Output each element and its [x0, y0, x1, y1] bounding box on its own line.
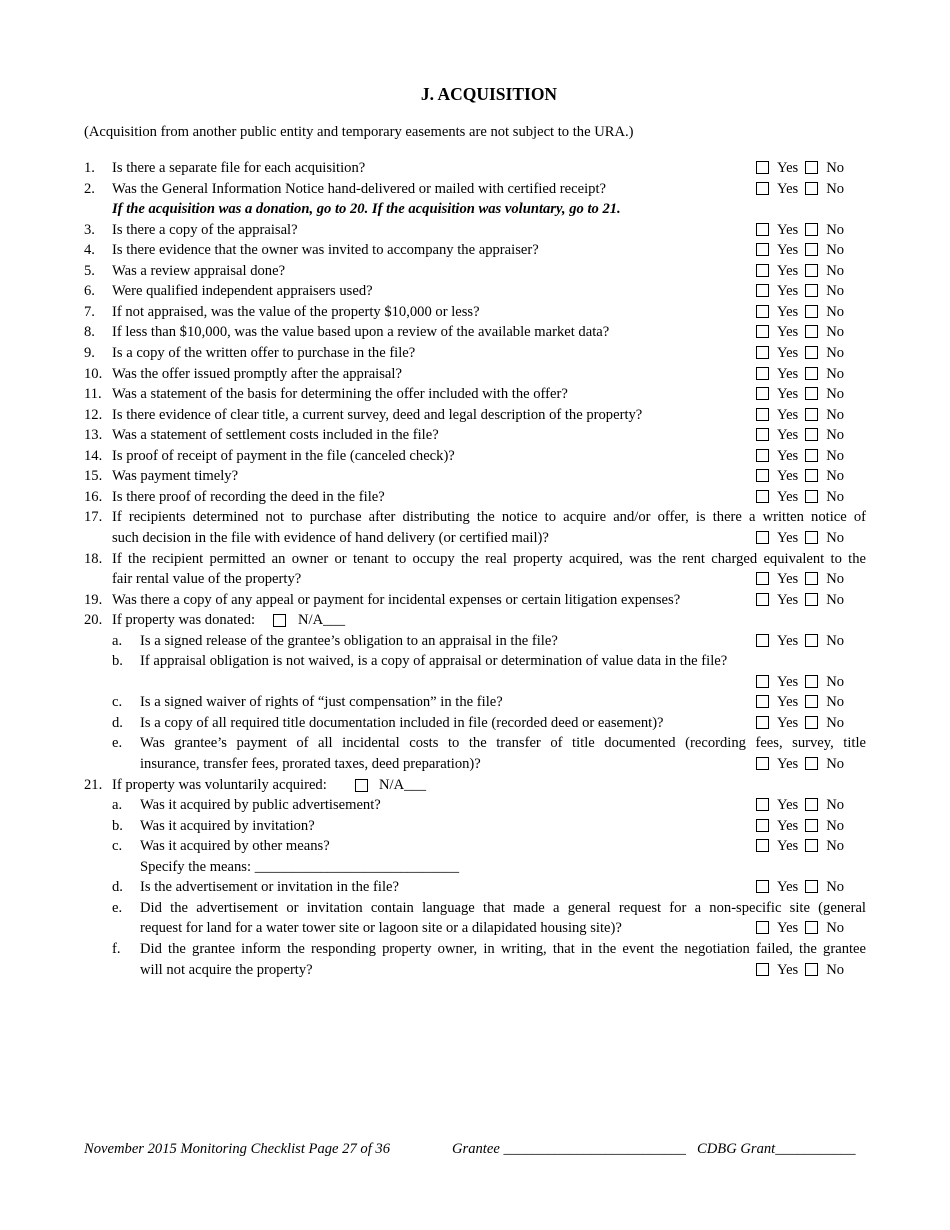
question-q4 — [0, 240, 950, 260]
yes-no-group — [756, 384, 844, 404]
yes-no-group — [756, 713, 844, 733]
yes-label: Yes — [777, 694, 799, 711]
question-text: Is there a separate file for each acquisition? — [112, 160, 366, 176]
question-number: 21. — [84, 776, 103, 793]
intro-note: (Acquisition from another public entity and temporary easements are not subject to the URA.) — [84, 124, 634, 140]
yes-checkbox-q5[interactable] — [756, 264, 769, 277]
yes-no-group — [756, 220, 844, 240]
no-label: No — [826, 838, 845, 855]
subquestion-q20e-cont — [0, 754, 950, 774]
instruction-line — [0, 199, 950, 219]
question-q8 — [0, 322, 950, 342]
no-checkbox-q20e[interactable] — [805, 757, 818, 770]
yes-checkbox-q18[interactable] — [756, 572, 769, 585]
yes-checkbox-q20c[interactable] — [756, 695, 769, 708]
question-q7 — [0, 302, 950, 322]
question-text: Is a copy of the written offer to purchase in the file? — [112, 345, 416, 361]
no-checkbox-q20d[interactable] — [805, 716, 818, 729]
subquestion-text: Was grantee’s payment of all incidental costs to the transfer of title documented (recording fees, survey, title — [140, 735, 866, 752]
na-label: N/A___ — [379, 776, 427, 793]
yes-no-group — [756, 446, 844, 466]
na-checkbox-q20[interactable] — [273, 614, 286, 627]
yes-label: Yes — [777, 180, 799, 197]
question-q19 — [0, 590, 950, 610]
yes-label: Yes — [777, 797, 799, 814]
no-label: No — [826, 591, 845, 608]
yes-label: Yes — [777, 468, 799, 485]
no-checkbox-q8[interactable] — [805, 325, 818, 338]
yes-checkbox-q21a[interactable] — [756, 798, 769, 811]
footer-grantee-field: Grantee _________________________ — [452, 1141, 686, 1157]
yes-no-group — [756, 487, 844, 507]
subquestion-q20d — [0, 713, 950, 733]
question-text: Was the offer issued promptly after the appraisal? — [112, 365, 402, 382]
no-label: No — [826, 694, 845, 711]
yes-checkbox-q20e[interactable] — [756, 757, 769, 770]
subquestion-q20b — [0, 651, 950, 671]
no-checkbox-q7[interactable] — [805, 305, 818, 318]
subquestion-q21c — [0, 836, 950, 856]
no-checkbox-q16[interactable] — [805, 490, 818, 503]
question-q5 — [0, 261, 950, 281]
question-q18 — [0, 549, 950, 569]
subquestion-text: Did the advertisement or invitation contain language that made a general request for a non-specific site (general — [140, 899, 866, 916]
question-number: 11. — [84, 386, 102, 403]
na-label: N/A___ — [298, 612, 346, 629]
question-text: If property was donated: — [112, 612, 256, 629]
yes-checkbox-q2[interactable] — [756, 182, 769, 195]
question-q14 — [0, 446, 950, 466]
question-q12 — [0, 405, 950, 425]
yes-no-group — [756, 158, 844, 178]
yes-no-group — [756, 754, 844, 774]
question-number: 4. — [84, 242, 95, 259]
yes-checkbox-q16[interactable] — [756, 490, 769, 503]
yes-label: Yes — [777, 365, 799, 382]
subquestion-letter: e. — [112, 899, 123, 916]
no-checkbox-q2[interactable] — [805, 182, 818, 195]
question-q9 — [0, 343, 950, 363]
no-label: No — [826, 242, 845, 259]
question-number: 20. — [84, 612, 103, 629]
subquestion-text: will not acquire the property? — [140, 961, 313, 978]
subquestion-text: Was it acquired by other means? — [140, 838, 330, 855]
yes-checkbox-q3[interactable] — [756, 223, 769, 236]
question-q17-cont — [0, 528, 950, 548]
subquestion-q21d — [0, 877, 950, 897]
question-text: such decision in the file with evidence of hand delivery (or certified mail)? — [112, 529, 549, 546]
yes-no-group — [756, 590, 844, 610]
yes-checkbox-q20b[interactable] — [756, 675, 769, 688]
yes-label: Yes — [777, 221, 799, 238]
no-label: No — [826, 632, 845, 649]
no-checkbox-q19[interactable] — [805, 593, 818, 606]
yes-checkbox-q20a[interactable] — [756, 634, 769, 647]
no-label: No — [826, 262, 845, 279]
yes-checkbox-q21f[interactable] — [756, 963, 769, 976]
yes-label: Yes — [777, 673, 799, 690]
yes-no-group — [756, 877, 844, 897]
subquestion-text: Did the grantee inform the responding property owner, in writing, that in the event the negotiation failed, the grantee — [140, 940, 866, 957]
subquestion-letter: c. — [112, 838, 123, 855]
specify-means-field: Specify the means: ____________________________ — [140, 858, 460, 875]
yes-label: Yes — [777, 961, 799, 978]
question-number: 1. — [84, 160, 95, 176]
yes-checkbox-q9[interactable] — [756, 346, 769, 359]
yes-checkbox-q21d[interactable] — [756, 880, 769, 893]
question-text: If recipients determined not to purchase after distributing the notice to acquire and/or offer, is there a written notice of — [112, 509, 866, 526]
yes-no-group — [756, 836, 844, 856]
no-checkbox-q21c[interactable] — [805, 839, 818, 852]
subquestion-q20c — [0, 692, 950, 712]
question-number: 2. — [84, 180, 95, 197]
yes-label: Yes — [777, 529, 799, 546]
no-label: No — [826, 427, 845, 444]
question-text: If property was voluntarily acquired: — [112, 776, 327, 793]
question-number: 19. — [84, 591, 103, 608]
question-number: 17. — [84, 509, 103, 526]
subquestion-letter: a. — [112, 797, 123, 814]
subquestion-q20b-answer — [0, 672, 950, 692]
question-number: 16. — [84, 488, 103, 505]
no-checkbox-q9[interactable] — [805, 346, 818, 359]
no-label: No — [826, 283, 845, 300]
yes-label: Yes — [777, 571, 799, 587]
question-number: 5. — [84, 262, 95, 279]
no-label: No — [826, 920, 845, 937]
no-checkbox-q12[interactable] — [805, 408, 818, 421]
no-checkbox-q3[interactable] — [805, 223, 818, 236]
no-label: No — [826, 180, 845, 197]
question-number: 8. — [84, 324, 95, 341]
yes-no-group — [756, 528, 844, 548]
no-checkbox-q5[interactable] — [805, 264, 818, 277]
yes-checkbox-q1[interactable] — [756, 161, 769, 174]
yes-label: Yes — [777, 632, 799, 649]
subquestion-text: Is a signed waiver of rights of “just compensation” in the file? — [140, 694, 503, 711]
no-label: No — [826, 571, 845, 587]
yes-no-group — [756, 569, 844, 589]
question-text: Is there evidence that the owner was invited to accompany the appraiser? — [112, 242, 539, 259]
yes-no-group — [756, 795, 844, 815]
yes-label: Yes — [777, 406, 799, 423]
subquestion-letter: a. — [112, 632, 123, 649]
yes-checkbox-q12[interactable] — [756, 408, 769, 421]
no-checkbox-q14[interactable] — [805, 449, 818, 462]
yes-checkbox-q21e[interactable] — [756, 921, 769, 934]
subquestion-text: Is the advertisement or invitation in the file? — [140, 879, 399, 896]
subquestion-text: request for land for a water tower site or lagoon site or a dilapidated housing site)? — [140, 920, 622, 937]
question-text: If less than $10,000, was the value based upon a review of the available market data? — [112, 324, 610, 341]
yes-label: Yes — [777, 920, 799, 937]
yes-label: Yes — [777, 386, 799, 403]
question-q11 — [0, 384, 950, 404]
no-label: No — [826, 406, 845, 423]
yes-checkbox-q11[interactable] — [756, 387, 769, 400]
no-checkbox-q21a[interactable] — [805, 798, 818, 811]
question-number: 6. — [84, 283, 95, 300]
yes-no-group — [756, 405, 844, 425]
question-number: 13. — [84, 427, 103, 444]
yes-no-group — [756, 302, 844, 322]
yes-label: Yes — [777, 488, 799, 505]
no-label: No — [826, 879, 845, 896]
no-label: No — [826, 529, 845, 546]
question-number: 15. — [84, 468, 103, 485]
question-text: Was the General Information Notice hand-delivered or mailed with certified receipt? — [112, 180, 606, 197]
question-q18-cont — [0, 569, 950, 589]
subquestion-letter: e. — [112, 735, 123, 752]
no-label: No — [826, 447, 845, 464]
yes-label: Yes — [777, 242, 799, 259]
yes-checkbox-q13[interactable] — [756, 428, 769, 441]
no-checkbox-q10[interactable] — [805, 367, 818, 380]
na-checkbox-q21[interactable] — [355, 779, 368, 792]
no-checkbox-q21f[interactable] — [805, 963, 818, 976]
yes-no-group — [756, 672, 844, 692]
question-text: Was there a copy of any appeal or payment for incidental expenses or certain litigation expenses? — [112, 591, 681, 608]
yes-label: Yes — [777, 756, 799, 772]
no-checkbox-q20b[interactable] — [805, 675, 818, 688]
question-q2 — [0, 179, 950, 199]
question-q21 — [0, 775, 950, 795]
no-checkbox-q6[interactable] — [805, 284, 818, 297]
yes-no-group — [756, 322, 844, 342]
yes-no-group — [756, 281, 844, 301]
no-label: No — [826, 468, 845, 485]
question-q15 — [0, 466, 950, 486]
yes-checkbox-q15[interactable] — [756, 469, 769, 482]
question-q17 — [0, 507, 950, 527]
yes-no-group — [756, 816, 844, 836]
subquestion-q20a — [0, 631, 950, 651]
question-number: 10. — [84, 365, 103, 382]
no-checkbox-q18[interactable] — [805, 572, 818, 585]
no-checkbox-q11[interactable] — [805, 387, 818, 400]
no-label: No — [826, 756, 845, 772]
subquestion-q21e-cont — [0, 918, 950, 938]
yes-checkbox-q7[interactable] — [756, 305, 769, 318]
specify-means-line — [0, 857, 950, 877]
footer-page-label: November 2015 Monitoring Checklist Page 27 of 36 — [84, 1141, 391, 1157]
subquestion-text: If appraisal obligation is not waived, is a copy of appraisal or determination of value data in the file? — [140, 653, 728, 670]
no-label: No — [826, 714, 845, 731]
no-checkbox-q1[interactable] — [805, 161, 818, 174]
question-text: Was payment timely? — [112, 468, 239, 485]
yes-label: Yes — [777, 427, 799, 444]
question-text: fair rental value of the property? — [112, 571, 302, 587]
subquestion-text: Is a signed release of the grantee’s obligation to an appraisal in the file? — [140, 632, 558, 649]
no-label: No — [826, 324, 845, 341]
no-checkbox-q4[interactable] — [805, 243, 818, 256]
no-checkbox-q21b[interactable] — [805, 819, 818, 832]
yes-no-group — [756, 425, 844, 445]
question-number: 12. — [84, 406, 103, 423]
yes-checkbox-q19[interactable] — [756, 593, 769, 606]
yes-checkbox-q14[interactable] — [756, 449, 769, 462]
question-text: Is there a copy of the appraisal? — [112, 221, 298, 238]
yes-checkbox-q10[interactable] — [756, 367, 769, 380]
yes-no-group — [756, 466, 844, 486]
footer-grant-field: CDBG Grant___________ — [697, 1141, 856, 1157]
yes-no-group — [756, 692, 844, 712]
yes-label: Yes — [777, 838, 799, 855]
no-label: No — [826, 221, 845, 238]
question-q3 — [0, 220, 950, 240]
question-text: Was a review appraisal done? — [112, 262, 286, 279]
subquestion-q21b — [0, 816, 950, 836]
yes-label: Yes — [777, 879, 799, 896]
no-label: No — [826, 303, 845, 320]
yes-checkbox-q8[interactable] — [756, 325, 769, 338]
question-text: Was a statement of settlement costs included in the file? — [112, 427, 439, 444]
yes-no-group — [756, 179, 844, 199]
no-checkbox-q21d[interactable] — [805, 880, 818, 893]
no-label: No — [826, 160, 845, 176]
yes-no-group — [756, 261, 844, 281]
no-label: No — [826, 488, 845, 505]
subquestion-letter: d. — [112, 714, 123, 731]
yes-no-group — [756, 364, 844, 384]
subquestion-letter: d. — [112, 879, 123, 896]
question-q6 — [0, 281, 950, 301]
yes-no-group — [756, 918, 844, 938]
yes-label: Yes — [777, 324, 799, 341]
question-text: Was a statement of the basis for determining the offer included with the offer? — [112, 386, 568, 403]
yes-label: Yes — [777, 817, 799, 834]
no-label: No — [826, 797, 845, 814]
subquestion-letter: b. — [112, 817, 123, 834]
question-number: 18. — [84, 550, 103, 567]
no-checkbox-q15[interactable] — [805, 469, 818, 482]
question-text: Is proof of receipt of payment in the file (canceled check)? — [112, 447, 455, 464]
subquestion-q21e — [0, 898, 950, 918]
yes-label: Yes — [777, 262, 799, 279]
subquestion-text: Is a copy of all required title documentation included in file (recorded deed or easement)? — [140, 714, 664, 731]
subquestion-q21f-cont — [0, 960, 950, 980]
no-label: No — [826, 673, 845, 690]
yes-checkbox-q17[interactable] — [756, 531, 769, 544]
subquestion-q21f — [0, 939, 950, 959]
question-q16 — [0, 487, 950, 507]
yes-label: Yes — [777, 283, 799, 300]
no-label: No — [826, 345, 845, 361]
question-q10 — [0, 364, 950, 384]
no-checkbox-q20c[interactable] — [805, 695, 818, 708]
yes-checkbox-q20d[interactable] — [756, 716, 769, 729]
question-text: Is there proof of recording the deed in the file? — [112, 488, 385, 505]
no-checkbox-q17[interactable] — [805, 531, 818, 544]
question-q13 — [0, 425, 950, 445]
subquestion-text: insurance, transfer fees, prorated taxes, deed preparation)? — [140, 756, 481, 772]
yes-label: Yes — [777, 345, 799, 361]
yes-no-group — [756, 343, 844, 363]
question-number: 7. — [84, 303, 95, 320]
yes-label: Yes — [777, 714, 799, 731]
no-checkbox-q13[interactable] — [805, 428, 818, 441]
yes-label: Yes — [777, 447, 799, 464]
question-text: If the recipient permitted an owner or tenant to occupy the real property acquired, was the rent charged equivalent to the — [112, 550, 866, 567]
section-title: J. ACQUISITION — [420, 84, 558, 104]
question-q20 — [0, 610, 950, 630]
no-label: No — [826, 386, 845, 403]
question-q1 — [0, 158, 950, 178]
question-text: Were qualified independent appraisers used? — [112, 283, 373, 300]
instruction-text: If the acquisition was a donation, go to 20. If the acquisition was voluntary, go to 21. — [112, 201, 621, 218]
yes-checkbox-q4[interactable] — [756, 243, 769, 256]
subquestion-letter: f. — [112, 940, 121, 957]
yes-label: Yes — [777, 303, 799, 320]
subquestion-text: Was it acquired by public advertisement? — [140, 797, 381, 814]
yes-label: Yes — [777, 591, 799, 608]
subquestion-q21a — [0, 795, 950, 815]
no-checkbox-q21e[interactable] — [805, 921, 818, 934]
yes-label: Yes — [777, 160, 799, 176]
subquestion-letter: c. — [112, 694, 123, 711]
yes-no-group — [756, 631, 844, 651]
yes-no-group — [756, 960, 844, 980]
question-number: 3. — [84, 221, 95, 238]
yes-checkbox-q6[interactable] — [756, 284, 769, 297]
yes-no-group — [756, 240, 844, 260]
question-text: Is there evidence of clear title, a current survey, deed and legal description of the property? — [112, 406, 643, 423]
no-checkbox-q20a[interactable] — [805, 634, 818, 647]
no-label: No — [826, 817, 845, 834]
yes-checkbox-q21c[interactable] — [756, 839, 769, 852]
no-label: No — [826, 961, 845, 978]
yes-checkbox-q21b[interactable] — [756, 819, 769, 832]
question-text: If not appraised, was the value of the property $10,000 or less? — [112, 303, 480, 320]
no-label: No — [826, 365, 845, 382]
question-number: 14. — [84, 447, 103, 464]
subquestion-letter: b. — [112, 653, 123, 670]
subquestion-q20e — [0, 733, 950, 753]
subquestion-text: Was it acquired by invitation? — [140, 817, 315, 834]
question-number: 9. — [84, 345, 95, 361]
